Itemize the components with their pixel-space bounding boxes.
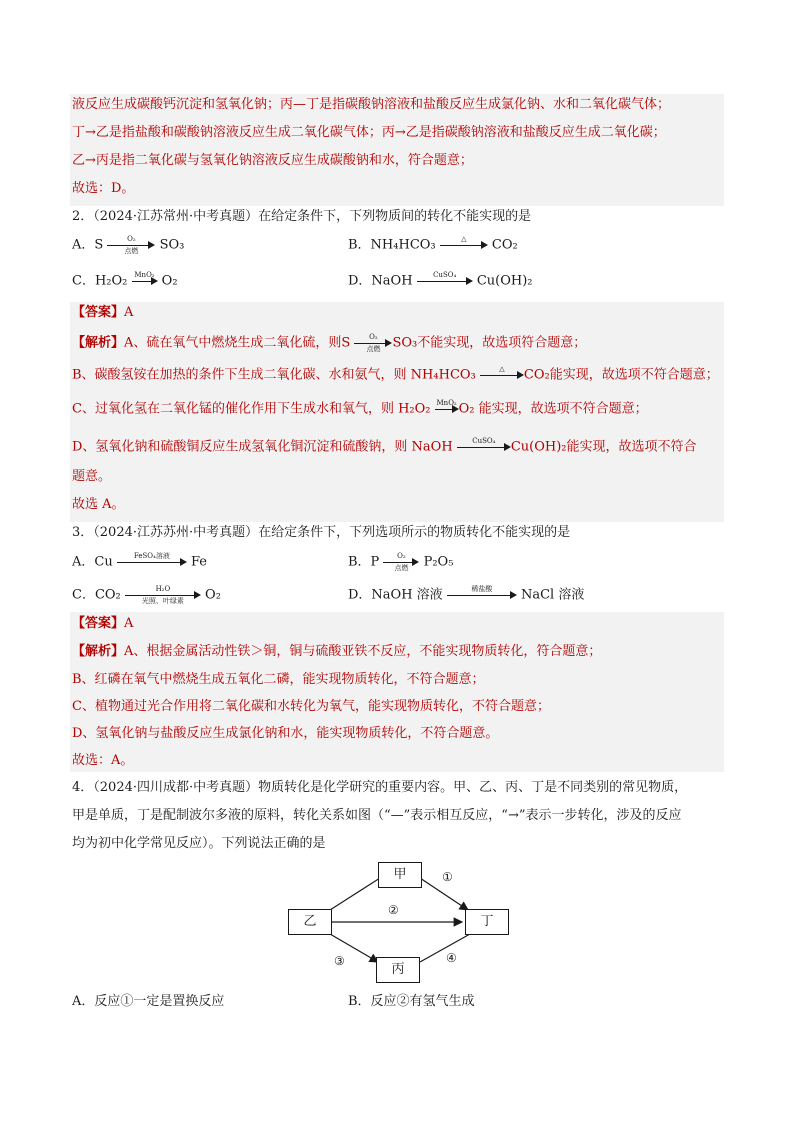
q4-option-a: A．反应①一定是置换反应 xyxy=(72,994,225,1009)
reaction-arrow: O₂ 点燃 xyxy=(354,334,392,352)
q2-option-c-product: O₂ xyxy=(161,273,178,289)
reaction-arrow: O₂ 点燃 xyxy=(107,236,155,254)
prev-solution-line-1: 液反应生成碳酸钙沉淀和氢氧化钠；丙—丁是指碳酸钠溶液和盐酸反应生成氯化钠、水和二氧化碳气体； xyxy=(72,97,671,112)
analysis-tag: 【解析】 xyxy=(72,335,125,351)
node-jia: 甲 xyxy=(378,862,422,888)
reaction-arrow: CuSO₄ xyxy=(457,438,511,456)
q2-option-d-label: D．NaOH xyxy=(348,273,413,289)
q2-option-b-label: B．NH₄HCO₃ xyxy=(348,237,436,253)
q2-analysis-a: 【解析】A、硫在氧气中燃烧生成二氧化硫，则S O₂ 点燃 SO₃不能实现，故选项符合题意； xyxy=(72,333,587,353)
q4-stem-line-2: 甲是单质，丁是配制波尔多液的原料，转化关系如图（“—”表示相互反应，“→”表示一步转化，涉及的反应 xyxy=(72,808,682,823)
q2-analysis-d-cont: 题意。 xyxy=(72,469,112,484)
label-reaction-1: ① xyxy=(442,870,453,884)
q3-analysis-a: 【解析】A、根据金属活动性铁＞铜，铜与硫酸亚铁不反应，不能实现物质转化，符合题意； xyxy=(72,644,602,659)
q2-option-b-product: CO₂ xyxy=(491,237,518,253)
reaction-arrow: FeSO₄溶液 xyxy=(117,553,187,571)
reaction-arrow: H₂O 光照、叶绿素 xyxy=(125,586,201,604)
q2-option-d-product: Cu(OH)₂ xyxy=(476,273,533,289)
q3-option-c-label: C．CO₂ xyxy=(72,587,121,603)
q3-option-d-label: D．NaOH 溶液 xyxy=(348,587,443,603)
q3-option-c-product: O₂ xyxy=(205,587,221,603)
q2-analysis-b: B、碳酸氢铵在加热的条件下生成二氧化碳、水和氨气，则 NH₄HCO₃ △ CO₂能实现，故选项不符合题意； xyxy=(72,365,719,383)
q3-analysis-c: C、植物通过光合作用将二氧化碳和水转化为氧气，能实现物质转化，不符合题意； xyxy=(72,699,550,714)
reaction-arrow: O₂ 点燃 xyxy=(383,553,419,571)
node-yi: 乙 xyxy=(288,909,332,935)
q2-stem: 2．（2024·江苏常州·中考真题）在给定条件下，下列物质间的转化不能实现的是 xyxy=(72,209,532,224)
prev-solution-line-2: 丁→乙是指盐酸和碳酸钠溶液反应生成二氧化碳气体；丙→乙是指碳酸钠溶液和盐酸反应生成二氧化碳； xyxy=(72,125,666,140)
reaction-arrow: △ xyxy=(440,236,488,254)
prev-solution-line-3: 乙→丙是指二氧化碳与氢氧化钠溶液反应生成碳酸钠和水，符合题意； xyxy=(72,153,473,168)
reaction-arrow: △ xyxy=(480,366,524,384)
answer-value: A xyxy=(124,616,134,631)
answer-tag: 【答案】 xyxy=(72,616,125,631)
label-reaction-3: ③ xyxy=(334,954,345,968)
q4-stem-line-3: 均为初中化学常见反应）。下列说法正确的是 xyxy=(72,836,326,851)
q2-choice: 故选 A。 xyxy=(72,497,125,512)
q3-option-b-label: B．P xyxy=(348,554,380,570)
label-reaction-4: ④ xyxy=(446,951,457,965)
reaction-arrow: CuSO₄ xyxy=(417,272,473,290)
q2-option-a-label: A．S xyxy=(72,237,104,253)
q3-choice: 故选：A。 xyxy=(72,753,134,768)
q3-option-d-product: NaCl 溶液 xyxy=(520,587,585,603)
label-reaction-2: ② xyxy=(388,903,399,917)
node-ding: 丁 xyxy=(465,909,509,935)
edge-yi-jia xyxy=(330,878,380,910)
answer-tag: 【答案】 xyxy=(72,305,125,320)
analysis-tag: 【解析】 xyxy=(72,644,125,659)
q2-option-c-label: C．H₂O₂ xyxy=(72,273,128,289)
q2-analysis-c: C、过氧化氢在二氧化锰的催化作用下生成水和氧气，则 H₂O₂ MnO₂ O₂ 能实现，故选项不符合题意； xyxy=(72,399,648,417)
q3-option-a-label: A．Cu xyxy=(72,554,113,570)
q4-stem-line-1: 4．（2024·四川成都·中考真题）物质转化是化学研究的重要内容。甲、乙、丙、丁是不同类别的常见物质， xyxy=(72,780,688,795)
q4-option-b: B．反应②有氢气生成 xyxy=(348,994,475,1009)
prev-solution-choice: 故选：D。 xyxy=(72,181,135,196)
q3-analysis-b: B、红磷在氧气中燃烧生成五氧化二磷，能实现物质转化，不符合题意； xyxy=(72,672,485,687)
q3-stem: 3．（2024·江苏苏州·中考真题）在给定条件下，下列选项所示的物质转化不能实现的是 xyxy=(72,525,571,540)
q3-analysis-d: D、氢氧化钠与盐酸反应生成氯化钠和水，能实现物质转化，不符合题意。 xyxy=(72,726,499,741)
node-bing: 丙 xyxy=(376,957,420,983)
q2-analysis-d: D、氢氧化钠和硫酸铜反应生成氢氧化铜沉淀和硫酸钠，则 NaOH CuSO₄ Cu(OH)₂能实现，故选项不符合 xyxy=(72,437,697,455)
reaction-arrow: 稀盐酸 xyxy=(447,586,517,604)
answer-value: A xyxy=(124,305,134,320)
q2-option-a-product: SO₃ xyxy=(159,237,185,253)
q3-option-a-product: Fe xyxy=(191,554,208,570)
reaction-arrow: MnO₂ xyxy=(132,272,158,290)
edge-bing-ding xyxy=(420,934,470,962)
reaction-arrow: MnO₂ xyxy=(435,400,459,418)
q3-option-b-product: P₂O₅ xyxy=(423,554,454,570)
